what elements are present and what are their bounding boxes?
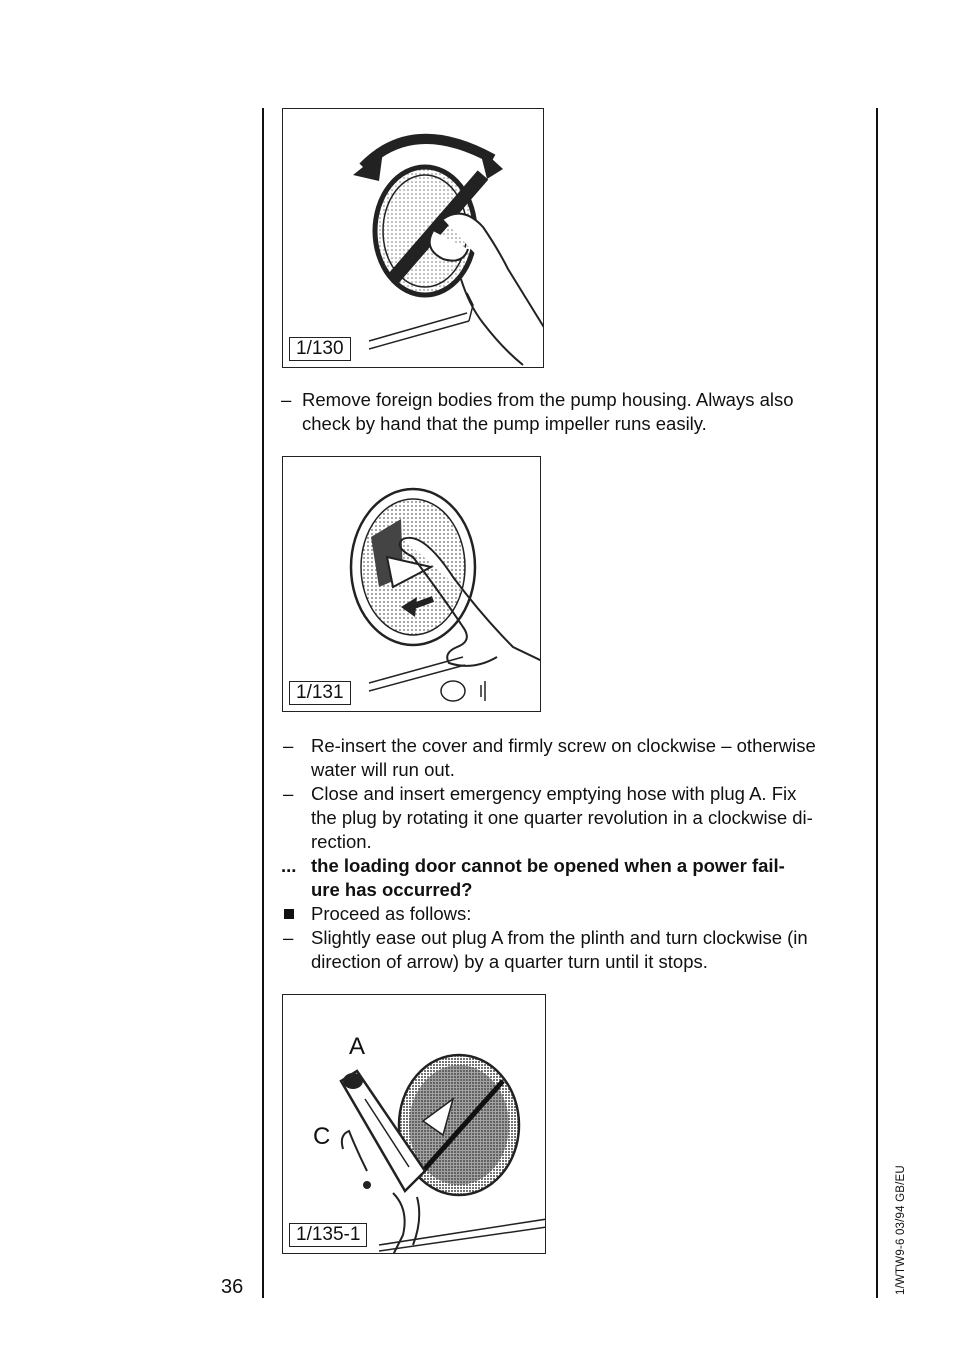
figure-plug-release <box>282 994 546 1254</box>
instruction-line: the plug by rotating it one quarter revolution in a clockwise di- <box>311 807 813 828</box>
left-rule <box>262 108 264 1298</box>
instruction-line: rection. <box>311 831 372 852</box>
document-code: 1/WTW9-6 03/94 GB/EU <box>895 1165 907 1295</box>
letter-a-label: A <box>349 1033 366 1060</box>
dash-marker: – <box>283 783 294 804</box>
pump-cover-illustration <box>283 109 544 368</box>
question-marker: ... <box>281 855 297 876</box>
instruction-line: check by hand that the pump impeller runs easily. <box>302 413 707 434</box>
figure-label: 1/131 <box>289 681 351 705</box>
dash-marker: – <box>281 389 292 410</box>
question-line: ure has occurred? <box>311 879 473 900</box>
instruction-line: Slightly ease out plug A from the plinth and turn clockwise (in <box>311 927 808 948</box>
instruction-line: Close and insert emergency emptying hose with plug A. Fix <box>311 783 797 804</box>
figure-pump-cover-removal <box>282 108 544 368</box>
letter-c-label: C <box>313 1123 331 1150</box>
instruction-line: Remove foreign bodies from the pump housing. Always also <box>302 389 794 410</box>
question-line: the loading door cannot be opened when a power fail- <box>311 855 785 876</box>
figure-label: 1/135-1 <box>289 1223 367 1247</box>
instruction-line: water will run out. <box>311 759 455 780</box>
instruction-line: Re-insert the cover and firmly screw on clockwise – otherwise <box>311 735 816 756</box>
dash-marker: – <box>283 927 294 948</box>
right-rule <box>876 108 878 1298</box>
proceed-line: Proceed as follows: <box>311 903 472 924</box>
impeller-illustration <box>283 457 541 712</box>
page-number: 36 <box>221 1276 244 1298</box>
figure-impeller-check <box>282 456 541 712</box>
dash-marker: – <box>283 735 294 756</box>
square-bullet-icon <box>284 909 294 919</box>
instruction-line: direction of arrow) by a quarter turn until it stops. <box>311 951 708 972</box>
figure-label: 1/130 <box>289 337 351 361</box>
